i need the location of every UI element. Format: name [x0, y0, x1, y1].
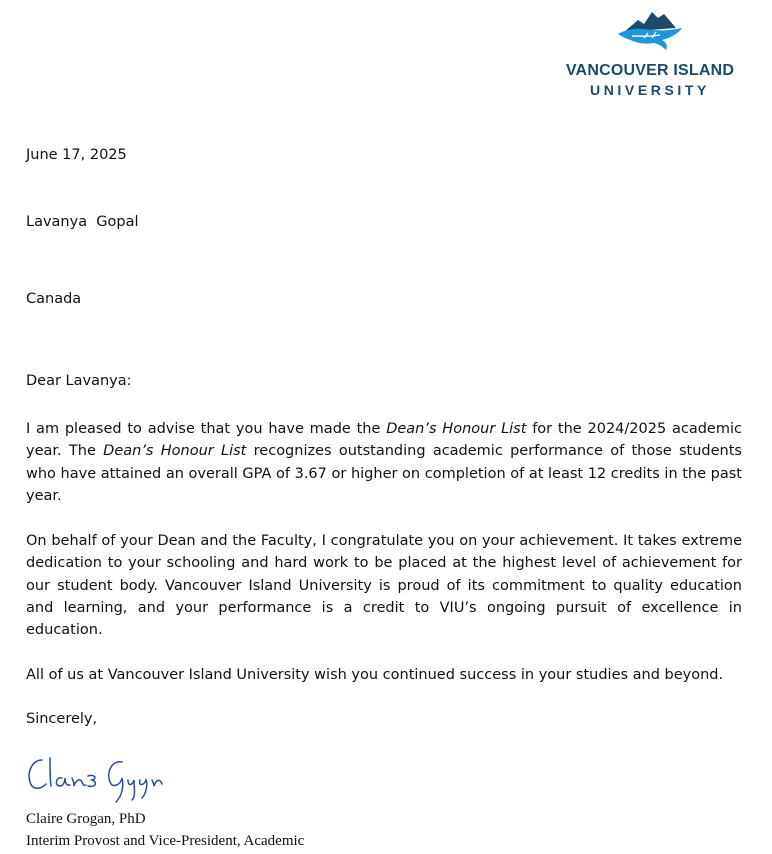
closing: Sincerely, — [26, 711, 98, 727]
logo-text-line2: UNIVERSITY — [589, 82, 710, 98]
paragraph-closing-wishes: All of us at Vancouver Island University wish you continued success in your studies and beyond. — [26, 667, 724, 683]
handwritten-signature — [24, 752, 184, 808]
paragraph-congratulations: On behalf of your Dean and the Faculty, I congratulate you on your achievement. It takes extreme dedication to your schooling and hard work to be placed at the highest level of achievement for our student body. Vancouver Island University is proud of its commitment to quality education and learning, and your performance is a credit to VIU’s ongoing pursuit of excellence in education. — [26, 533, 742, 639]
paragraph1-part2: for the 2024/2025 academic year. The — [26, 421, 742, 460]
deans-honour-list-emphasis: Dean’s Honour List — [103, 443, 247, 460]
paragraph1-part3: recognizes outstanding academic performance of those students who have attained an overall GPA of 3.67 or higher on completion of at least 12 credits in the past year. — [26, 443, 742, 504]
university-logo — [548, 8, 752, 104]
letter-date: June 17, 2025 — [26, 147, 127, 163]
deans-honour-list-emphasis: Dean’s Honour List — [386, 421, 527, 437]
signer-title: Interim Provost and Vice-President, Academic — [26, 833, 305, 849]
recipient-name: Lavanya Gopal — [26, 214, 139, 230]
recipient-country: Canada — [26, 291, 82, 307]
salutation: Dear Lavanya: — [26, 373, 132, 389]
signer-name: Claire Grogan, PhD — [26, 811, 146, 827]
logo-text-line1: VANCOUVER ISLAND — [565, 62, 735, 79]
paragraph-honour-list — [26, 418, 742, 507]
mountain-leaf-logo-icon — [618, 8, 684, 52]
paragraph1-part1: I am pleased to advise that you have made the — [26, 421, 387, 437]
